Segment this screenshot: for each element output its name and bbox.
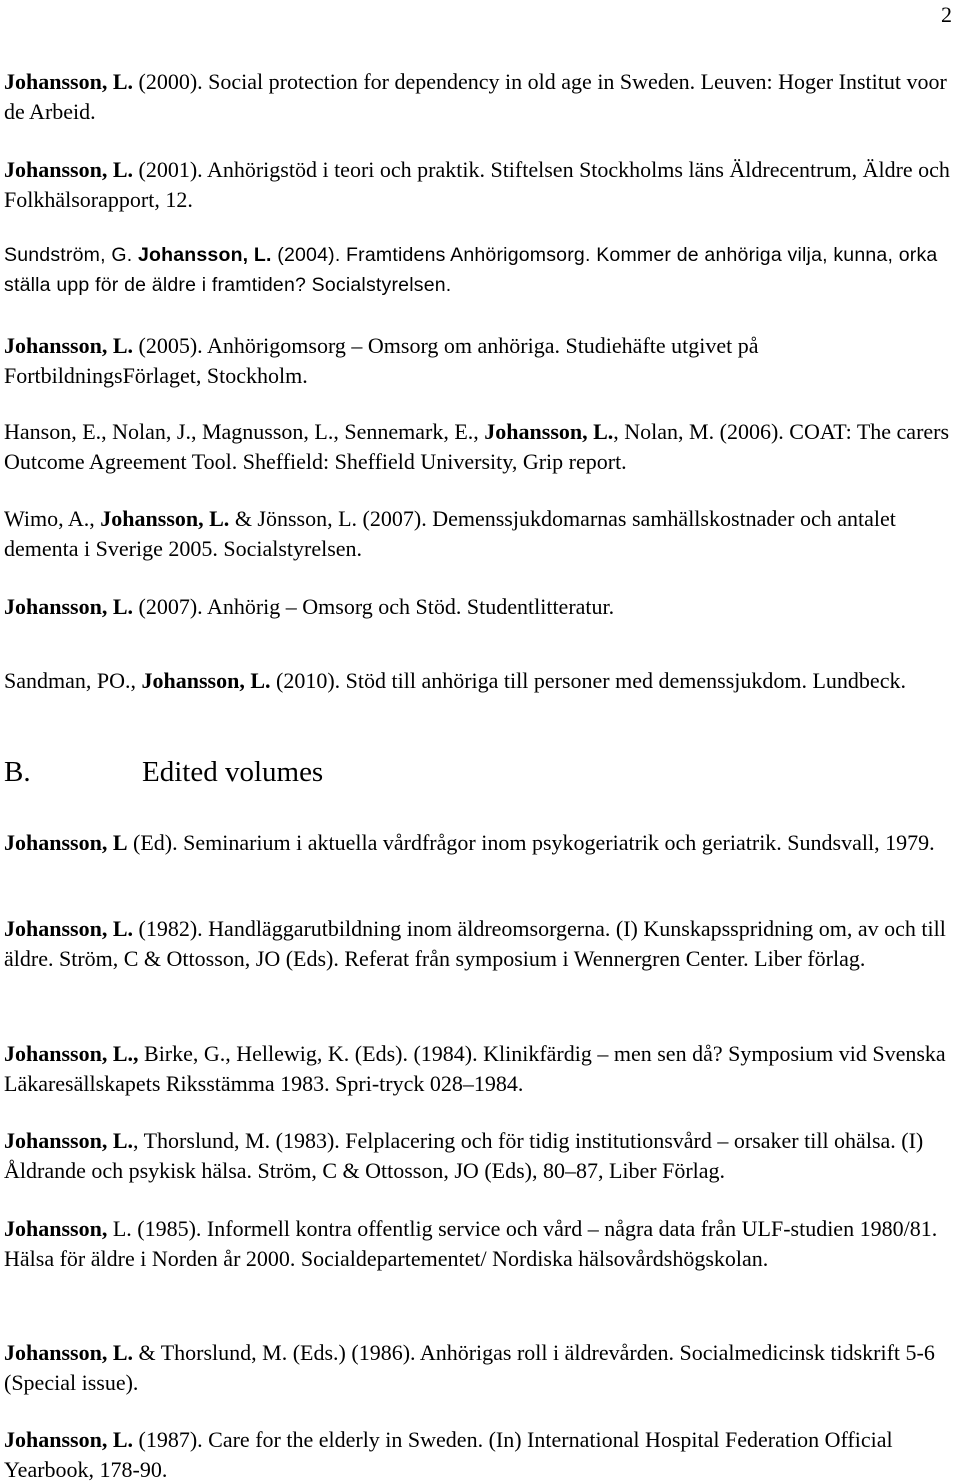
reference-text: Sandman, PO., bbox=[4, 668, 142, 693]
reference-text: (1987). Care for the elderly in Sweden. (In) International Hospital Federation Official Yearbook, 178-90. bbox=[4, 1427, 893, 1482]
section-heading bbox=[4, 753, 323, 791]
reference-text: & Thorslund, M. (Eds.) (1986). Anhörigas roll i äldrevården. Socialmedicinsk tidskrift 5-6 (Special issue). bbox=[4, 1340, 935, 1395]
reference-entry bbox=[4, 666, 952, 696]
reference-entry bbox=[4, 592, 952, 622]
author-name-bold: Johansson, L. bbox=[4, 594, 134, 619]
reference-entry bbox=[4, 1338, 952, 1397]
page-number: 2 bbox=[941, 2, 952, 27]
reference-text: (2007). Anhörig – Omsorg och Stöd. Studentlitteratur. bbox=[133, 594, 615, 619]
author-name-bold: Johansson, L., bbox=[4, 1041, 139, 1066]
author-name-bold: Johansson, L. bbox=[4, 916, 134, 941]
reference-text: , Thorslund, M. (1983). Felplacering och för tidig institutionsvård – orsaker till ohälsa. (I) Åldrande och psykisk hälsa. Ström, C & Ottosson, JO (Eds), 80–87, Liber Förlag. bbox=[4, 1128, 924, 1183]
reference-text: Birke, G., Hellewig, K. (Eds). (1984). Klinikfärdig – men sen då? Symposium vid Svenska Läkaresällskapets Riksstämma 1983. Spri-tryck 028–1984. bbox=[4, 1041, 946, 1096]
reference-text: (2004). Framtidens Anhörigomsorg. Kommer de anhöriga vilja, kunna, orka ställa upp för de äldre i framtiden? Socialstyrelsen. bbox=[4, 244, 938, 296]
reference-text: & Jönsson, L. (2007). Demenssjukdomarnas samhällskostnader och antalet dementa i Sverige 2005. Socialstyrelsen. bbox=[4, 506, 896, 561]
reference-text: (2001). Anhörigstöd i teori och praktik. Stiftelsen Stockholms läns Äldrecentrum, Äldre och Folkhälsorapport, 12. bbox=[4, 157, 950, 212]
reference-entry bbox=[4, 155, 952, 214]
reference-text: (2010). Stöd till anhöriga till personer med demenssjukdom. Lundbeck. bbox=[270, 668, 906, 693]
reference-text: , Nolan, M. (2006). COAT: The carers Outcome Agreement Tool. Sheffield: Sheffield University, Grip report. bbox=[4, 419, 950, 474]
reference-text: (2005). Anhörigomsorg – Omsorg om anhöriga. Studiehäfte utgivet på FortbildningsFörlaget, Stockholm. bbox=[4, 333, 759, 388]
reference-entry bbox=[4, 1214, 952, 1273]
author-name-bold: Johansson, L. bbox=[4, 1340, 134, 1365]
reference-entry bbox=[4, 1425, 952, 1484]
section-letter: B. bbox=[4, 756, 31, 788]
reference-text: (2000). Social protection for dependency in old age in Sweden. Leuven: Hoger Institut voor de Arbeid. bbox=[4, 69, 947, 124]
reference-entry bbox=[4, 914, 952, 973]
author-name-bold: Johansson, L. bbox=[100, 506, 230, 531]
reference-entry bbox=[4, 241, 952, 300]
author-name-bold: Johansson, L. bbox=[484, 419, 614, 444]
reference-entry bbox=[4, 67, 952, 126]
author-name-bold: Johansson, L bbox=[4, 830, 128, 855]
author-name-bold: Johansson, L. bbox=[4, 333, 134, 358]
reference-entry bbox=[4, 1039, 952, 1098]
author-name-bold: Johansson, L. bbox=[137, 244, 272, 266]
reference-entry bbox=[4, 828, 952, 858]
reference-entry bbox=[4, 504, 952, 563]
author-name-bold: Johansson, L. bbox=[4, 157, 134, 182]
author-name-bold: Johansson, L. bbox=[141, 668, 271, 693]
reference-text: Wimo, A., bbox=[4, 506, 101, 531]
section-title: Edited volumes bbox=[142, 756, 324, 788]
reference-text: L. (1985). Informell kontra offentlig service och vård – några data från ULF-studien 1980/81. Hälsa för äldre i Norden år 2000. Socialdepartementet/ Nordiska hälsovårdshögskolan. bbox=[4, 1216, 938, 1271]
reference-entry bbox=[4, 1126, 952, 1185]
reference-text: Sundström, G. bbox=[4, 244, 138, 266]
author-name-bold: Johansson, L. bbox=[4, 69, 134, 94]
reference-text: Hanson, E., Nolan, J., Magnusson, L., Sennemark, E., bbox=[4, 419, 485, 444]
reference-text: (1982). Handläggarutbildning inom äldreomsorgerna. (I) Kunskapsspridning om, av och till äldre. Ström, C & Ottosson, JO (Eds). Referat från symposium i Wennergren Center. Liber förlag. bbox=[4, 916, 946, 971]
reference-entry bbox=[4, 331, 952, 390]
author-name-bold: Johansson, L. bbox=[4, 1128, 134, 1153]
reference-text: (Ed). Seminarium i aktuella vårdfrågor inom psykogeriatrik och geriatrik. Sundsvall, 1979. bbox=[127, 830, 935, 855]
author-name-bold: Johansson, L. bbox=[4, 1427, 134, 1452]
reference-entry bbox=[4, 417, 952, 476]
author-name-bold: Johansson, bbox=[4, 1216, 108, 1241]
